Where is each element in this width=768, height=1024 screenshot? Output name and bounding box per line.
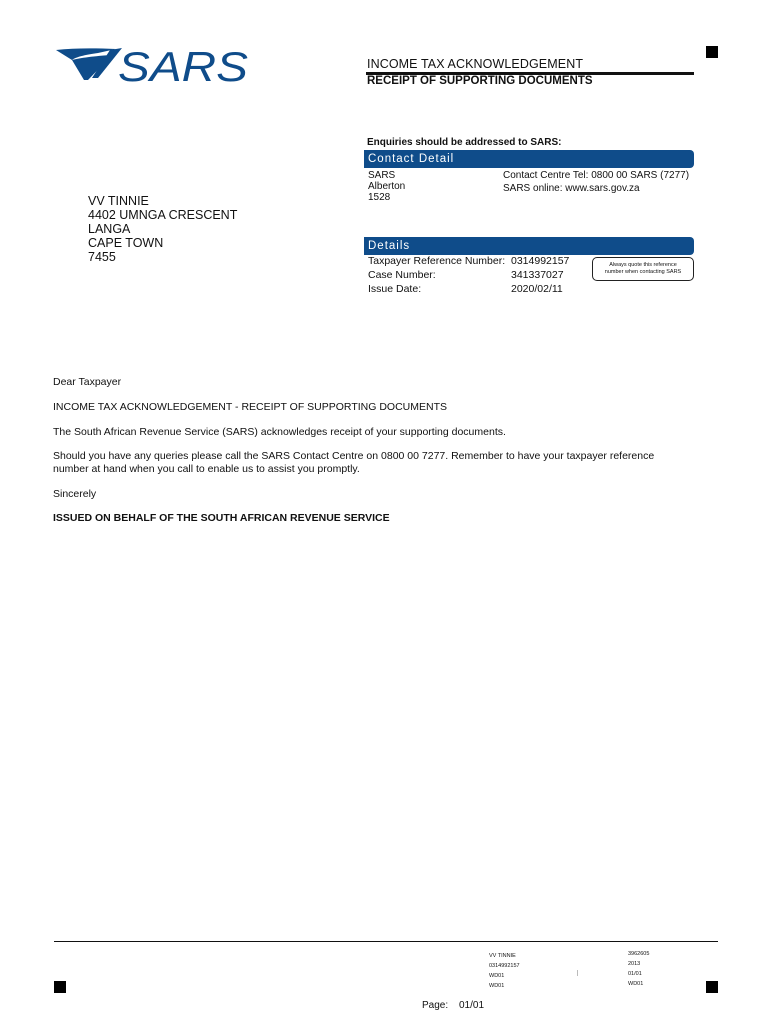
footer-year: 2013: [628, 961, 641, 967]
sars-logo-text: SARS: [118, 44, 248, 86]
footer-tick: [577, 970, 578, 976]
registration-mark-bottom-right: [706, 981, 718, 993]
sars-address: [368, 170, 405, 203]
letter-paragraph-2-line-2: number at hand when you call to enable us to assist you promptly.: [53, 463, 360, 475]
footer-name: VV TINNIE: [489, 953, 516, 959]
enquiries-heading: Enquiries should be addressed to SARS:: [367, 137, 562, 148]
issue-date-label: Issue Date:: [368, 283, 422, 295]
quote-note-line: number when contacting SARS: [604, 269, 682, 275]
letter-subject: INCOME TAX ACKNOWLEDGEMENT - RECEIPT OF SUPPORTING DOCUMENTS: [53, 401, 447, 413]
details-bar: [364, 237, 694, 255]
letter-paragraph-2-line-1: Should you have any queries please call the SARS Contact Centre on 0800 00 7277. Remember to have your taxpayer reference: [53, 450, 655, 462]
letter-greeting: Dear Taxpayer: [53, 376, 122, 388]
footer-code-1: WD01: [489, 973, 505, 979]
case-number-label: Case Number:: [368, 269, 436, 281]
footer-reference: 0314992157: [489, 963, 520, 969]
contact-detail-bar: [364, 150, 694, 168]
recipient-address: [88, 194, 237, 264]
issued-on-behalf: ISSUED ON BEHALF OF THE SOUTH AFRICAN REVENUE SERVICE: [53, 512, 390, 524]
document-title: INCOME TAX ACKNOWLEDGEMENT: [367, 57, 584, 71]
recipient-street: 4402 UMNGA CRESCENT: [88, 208, 238, 222]
issue-date-value: 2020/02/11: [511, 283, 563, 295]
details-label: Details: [368, 240, 411, 252]
recipient-postal-code: 7455: [88, 250, 116, 264]
registration-mark-bottom-left: [54, 981, 66, 993]
document-subtitle: RECEIPT OF SUPPORTING DOCUMENTS: [367, 75, 593, 87]
footer-rule: [54, 941, 718, 942]
sars-address-line: Alberton: [368, 181, 406, 192]
recipient-suburb: LANGA: [88, 222, 131, 236]
footer-page-count: 01/01: [628, 971, 642, 977]
quote-reference-note: [592, 257, 694, 281]
sars-address-line: 1528: [368, 192, 391, 203]
recipient-name: VV TINNIE: [88, 194, 149, 208]
page-number: 01/01: [459, 1000, 485, 1011]
quote-note-line: Always quote this reference: [609, 262, 677, 268]
registration-mark-top-right: [706, 46, 718, 58]
footer-batch-number: 3962605: [628, 951, 650, 957]
recipient-city: CAPE TOWN: [88, 236, 164, 250]
taxpayer-reference-label: Taxpayer Reference Number:: [368, 255, 506, 267]
sars-online-url: SARS online: www.sars.gov.za: [503, 183, 640, 194]
sars-address-line: SARS: [368, 170, 396, 181]
footer-code-2: WD01: [489, 983, 505, 989]
contact-centre-tel: Contact Centre Tel: 0800 00 SARS (7277): [503, 170, 690, 181]
case-number-value: 341337027: [511, 269, 564, 281]
sars-logo: [54, 44, 250, 86]
page-label: Page:: [422, 1000, 449, 1011]
footer-code-3: WD01: [628, 981, 644, 987]
letter-closing: Sincerely: [53, 488, 97, 500]
sars-logo-graphic: [54, 44, 250, 86]
letter-paragraph-1: The South African Revenue Service (SARS) acknowledges receipt of your supporting documents.: [53, 426, 506, 438]
taxpayer-reference-value: 0314992157: [511, 255, 570, 267]
contact-detail-label: Contact Detail: [368, 153, 455, 165]
